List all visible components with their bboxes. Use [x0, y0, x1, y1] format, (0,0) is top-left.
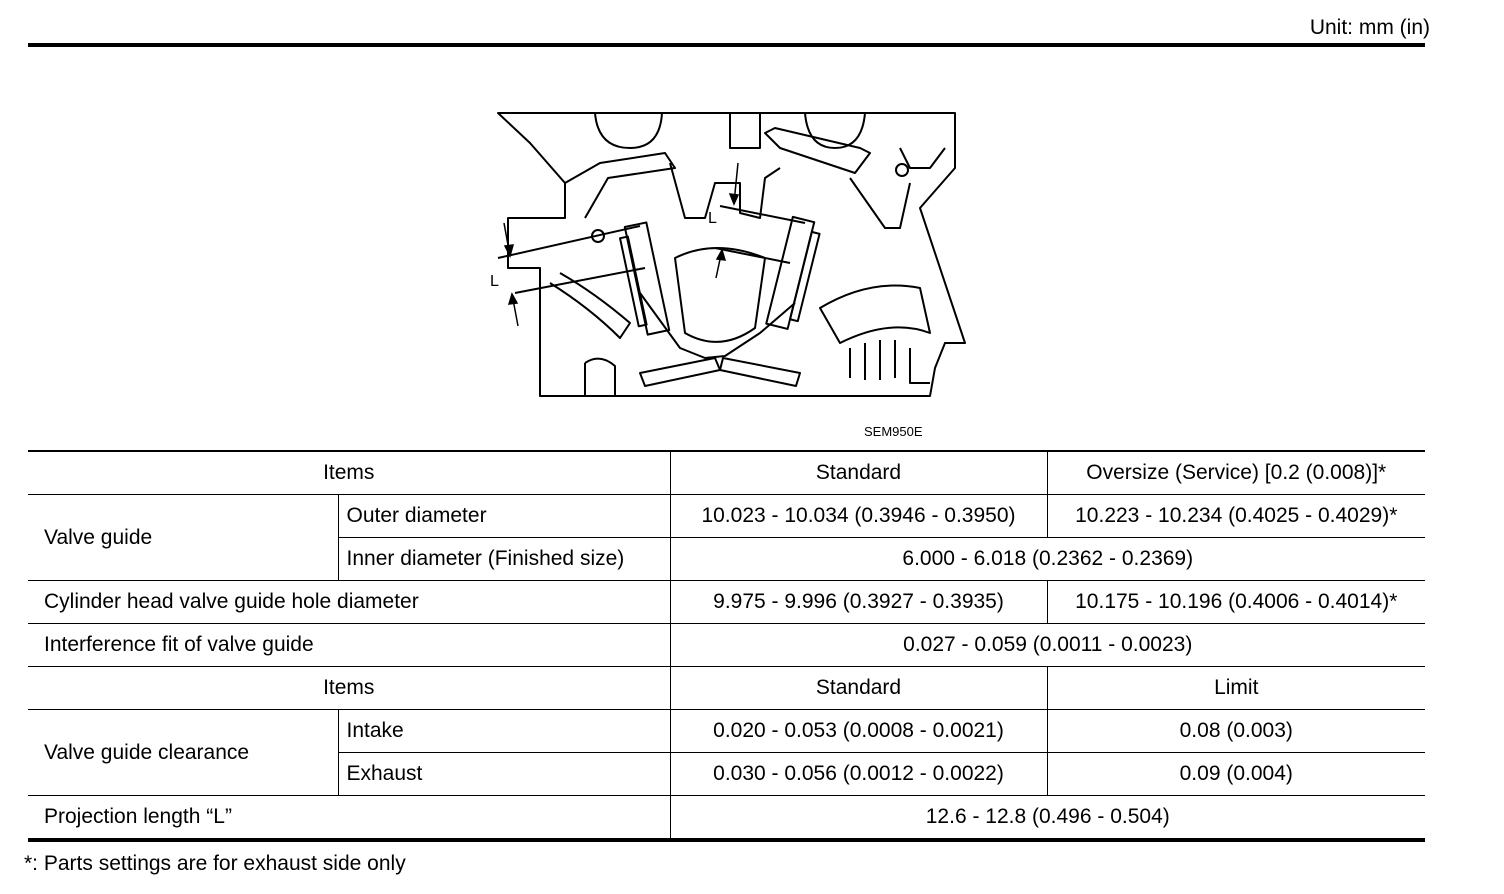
intake-label: Intake	[338, 710, 670, 753]
figure-code: SEM950E	[864, 424, 923, 439]
unit-label: Unit: mm (in)	[1309, 16, 1430, 39]
valve-guide-spec-table	[28, 450, 1425, 842]
dimension-label-left: L	[490, 273, 499, 290]
hole-diameter-oversize: 10.175 - 10.196 (0.4006 - 0.4014)*	[1047, 581, 1425, 624]
hole-diameter-standard: 9.975 - 9.996 (0.3927 - 0.3935)	[670, 581, 1047, 624]
projection-value: 12.6 - 12.8 (0.496 - 0.504)	[670, 796, 1425, 841]
limit-header: Limit	[1047, 667, 1425, 710]
table-row	[28, 495, 1425, 538]
top-rule	[28, 43, 1425, 47]
clearance-label: Valve guide clearance	[28, 710, 338, 796]
exhaust-label: Exhaust	[338, 753, 670, 796]
table-row	[28, 796, 1425, 841]
items-header-2: Items	[28, 667, 670, 710]
intake-standard: 0.020 - 0.053 (0.0008 - 0.0021)	[670, 710, 1047, 753]
exhaust-standard: 0.030 - 0.056 (0.0012 - 0.0022)	[670, 753, 1047, 796]
interference-fit-value: 0.027 - 0.059 (0.0011 - 0.0023)	[670, 624, 1425, 667]
table-row	[28, 624, 1425, 667]
hole-diameter-label: Cylinder head valve guide hole diameter	[28, 581, 670, 624]
standard-header: Standard	[670, 451, 1047, 495]
table-row	[28, 581, 1425, 624]
cylinder-head-diagram	[490, 108, 970, 403]
dimension-label-right: L	[708, 210, 717, 227]
outer-diameter-standard: 10.023 - 10.034 (0.3946 - 0.3950)	[670, 495, 1047, 538]
inner-diameter-value: 6.000 - 6.018 (0.2362 - 0.2369)	[670, 538, 1425, 581]
oversize-header: Oversize (Service) [0.2 (0.008)]*	[1047, 451, 1425, 495]
interference-fit-label: Interference fit of valve guide	[28, 624, 670, 667]
items-header: Items	[28, 451, 670, 495]
intake-limit: 0.08 (0.003)	[1047, 710, 1425, 753]
projection-label: Projection length “L”	[28, 796, 670, 841]
exhaust-limit: 0.09 (0.004)	[1047, 753, 1425, 796]
table-row	[28, 710, 1425, 753]
footnote: *: Parts settings are for exhaust side only	[24, 852, 406, 875]
outer-diameter-oversize: 10.223 - 10.234 (0.4025 - 0.4029)*	[1047, 495, 1425, 538]
valve-guide-label: Valve guide	[28, 495, 338, 581]
table-header-row	[28, 667, 1425, 710]
outer-diameter-label: Outer diameter	[338, 495, 670, 538]
inner-diameter-label: Inner diameter (Finished size)	[338, 538, 670, 581]
table-header-row	[28, 451, 1425, 495]
standard-header-2: Standard	[670, 667, 1047, 710]
